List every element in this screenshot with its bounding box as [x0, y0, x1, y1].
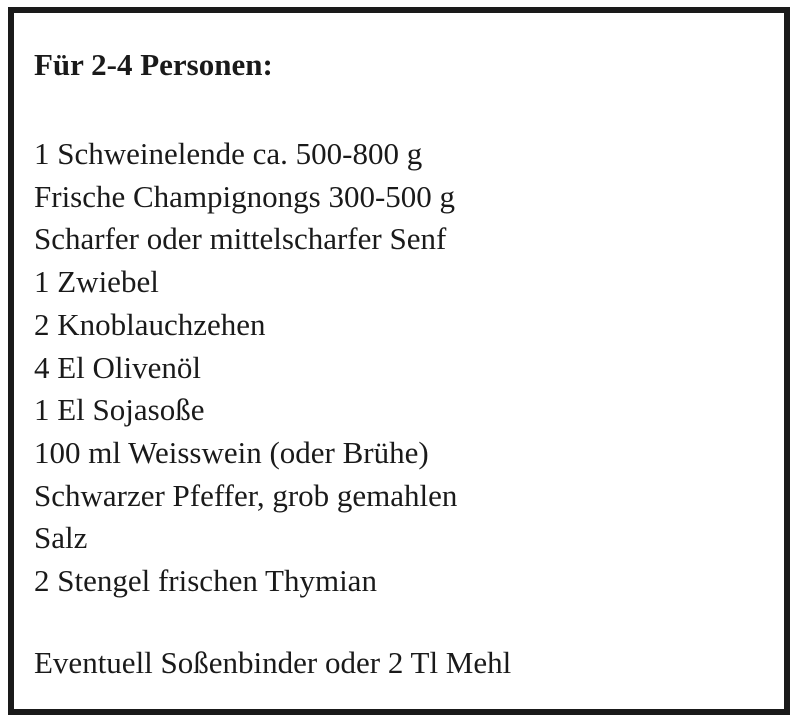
recipe-box	[8, 7, 790, 715]
ingredient-item: Frische Champignongs 300-500 g	[34, 178, 456, 214]
ingredient-item: Salz	[34, 520, 88, 556]
ingredient-item: 1 Schweinelende ca. 500-800 g	[34, 136, 423, 171]
servings-heading: Für 2-4 Personen:	[34, 47, 273, 82]
ingredient-item: 1 El Sojasoße	[34, 392, 205, 428]
ingredient-item: 4 El Olivenöl	[34, 349, 202, 385]
ingredient-item: Schwarzer Pfeffer, grob gemahlen	[34, 477, 458, 513]
ingredient-item: 2 Stengel frischen Thymian	[34, 563, 377, 599]
ingredient-item: 100 ml Weisswein (oder Brühe)	[34, 434, 429, 470]
ingredient-item: Scharfer oder mittelscharfer Senf	[34, 221, 447, 257]
ingredient-item: 1 Zwiebel	[34, 264, 159, 300]
ingredient-item: 2 Knoblauchzehen	[34, 306, 266, 342]
optional-note: Eventuell Soßenbinder oder 2 Tl Mehl	[34, 645, 512, 680]
ingredient-list	[34, 133, 457, 603]
